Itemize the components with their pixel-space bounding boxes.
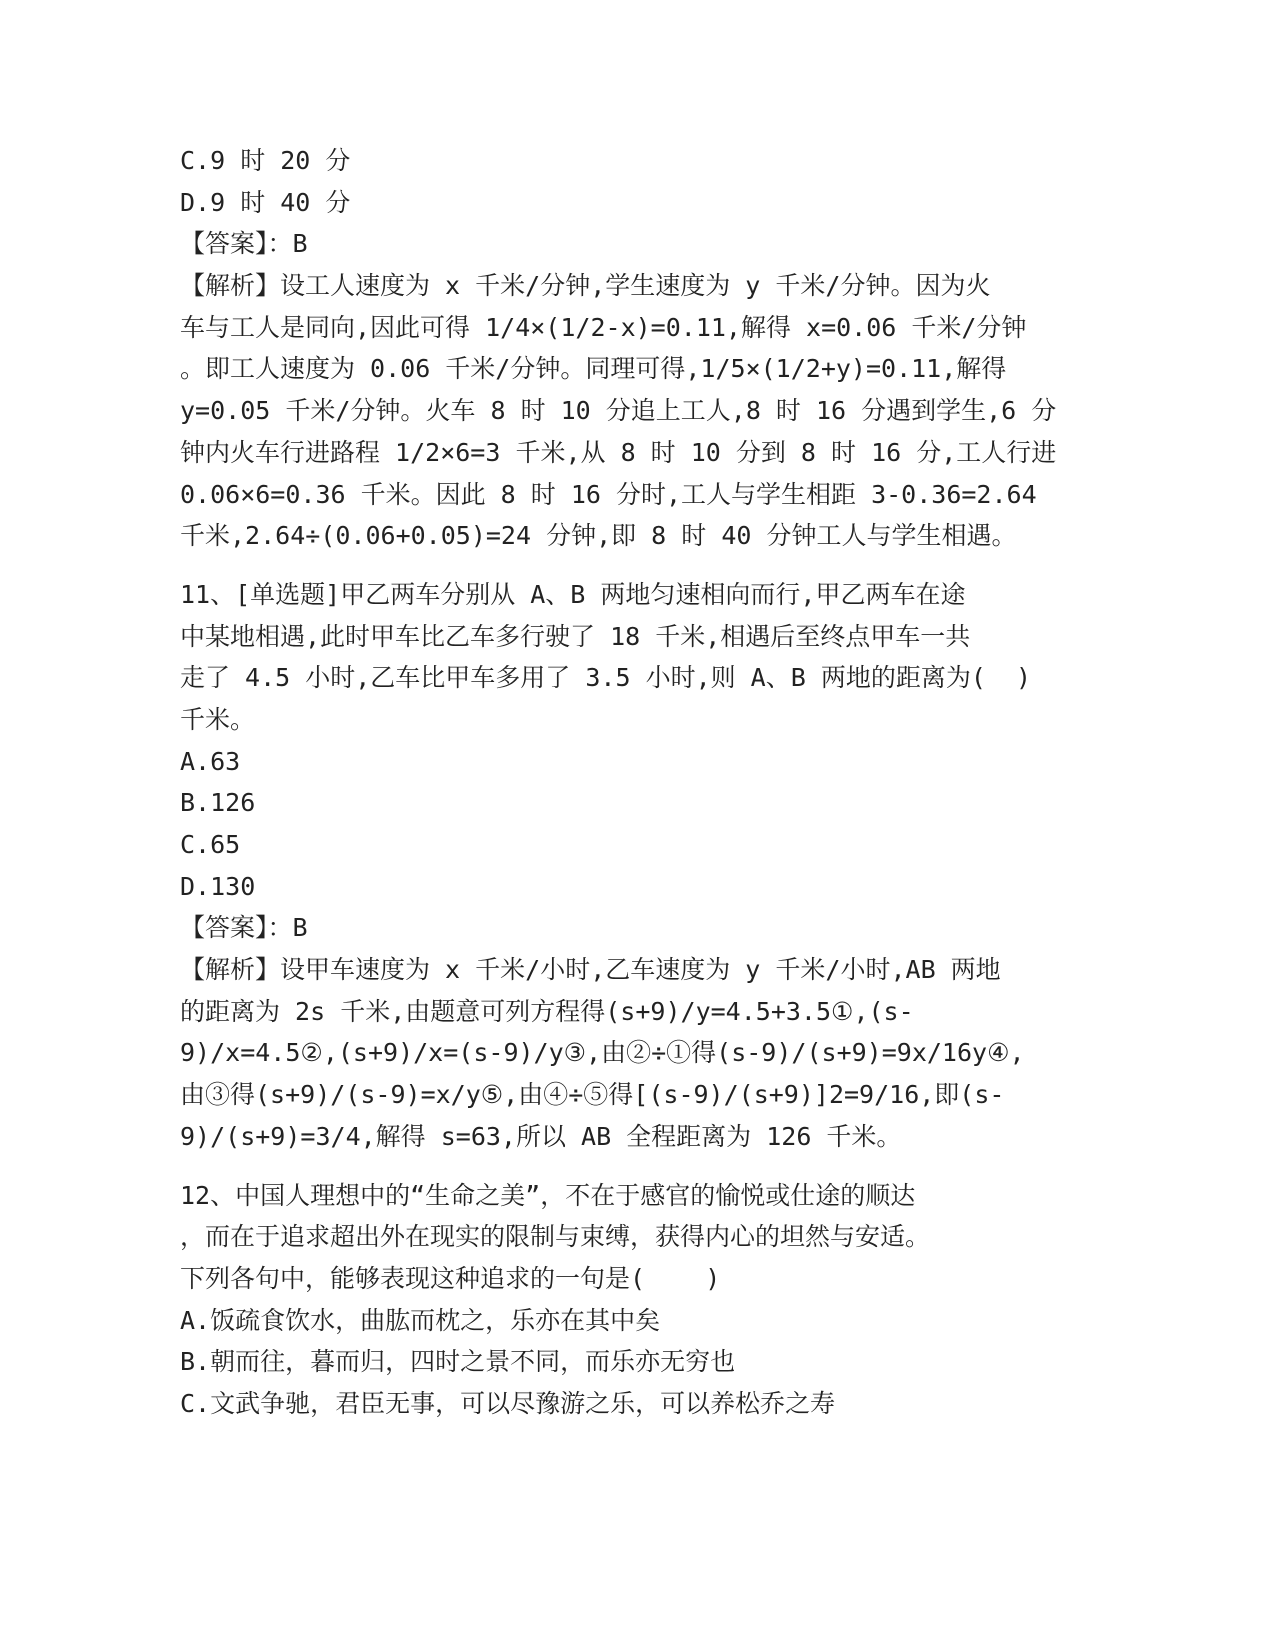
q10-analysis-line: 。即工人速度为 0.06 千米/分钟。同理可得,1/5×(1/2+y)=0.11,解得 (180, 354, 1007, 384)
q10-analysis-line: y=0.05 千米/分钟。火车 8 时 10 分追上工人,8 时 16 分遇到学生,6 分 (180, 396, 1057, 426)
q12-option-a: A.饭疏食饮水，曲肱而枕之，乐亦在其中矣 (180, 1305, 661, 1335)
q12-stem-line: 下列各句中，能够表现这种追求的一句是( ) (180, 1263, 721, 1293)
spacer (180, 1158, 1040, 1175)
q12-stem-line: 12、中国人理想中的“生命之美”，不在于感官的愉悦或仕途的顺达 (180, 1180, 916, 1210)
q10-analysis-line: 车与工人是同向,因此可得 1/4×(1/2-x)=0.11,解得 x=0.06 千米/分钟 (180, 312, 1027, 342)
spacer (180, 557, 1040, 574)
q10-answer: 【答案】：B (180, 229, 308, 259)
q12-option-b: B.朝而往，暮而归，四时之景不同，而乐亦无穷也 (180, 1347, 736, 1377)
q11-stem-line: 走了 4.5 小时,乙车比甲车多用了 3.5 小时,则 A、B 两地的距离为( ) (180, 663, 1032, 693)
q11-analysis-line: 9)/(s+9)=3/4,解得 s=63,所以 AB 全程距离为 126 千米。 (180, 1121, 902, 1151)
q10-analysis-line: 【解析】设工人速度为 x 千米/分钟,学生速度为 y 千米/分钟。因为火 (180, 271, 991, 301)
document-page (180, 140, 1057, 1425)
q11-analysis-line: 9)/x=4.5②,(s+9)/x=(s-9)/y③,由②÷①得(s-9)/(s+9)=9x/16y④, (180, 1038, 1025, 1068)
q11-option-c: C.65 (180, 830, 241, 859)
q11-option-d: D.130 (180, 871, 256, 901)
q11-analysis-line: 【解析】设甲车速度为 x 千米/小时,乙车速度为 y 千米/小时,AB 两地 (180, 955, 1001, 985)
q11-option-a: A.63 (180, 746, 241, 776)
q10-option-d: D.9 时 40 分 (180, 187, 351, 217)
q12-option-c: C.文武争驰，君臣无事，可以尽豫游之乐，可以养松乔之寿 (180, 1388, 836, 1418)
q11-analysis-line: 由③得(s+9)/(s-9)=x/y⑤,由④÷⑤得[(s-9)/(s+9)]2=9/16,即(s- (180, 1080, 1005, 1110)
q11-stem-line: 中某地相遇,此时甲车比乙车多行驶了 18 千米,相遇后至终点甲车一共 (180, 621, 971, 651)
q11-answer: 【答案】：B (180, 913, 308, 943)
q12-stem-line: ，而在于追求超出外在现实的限制与束缚，获得内心的坦然与安适。 (180, 1222, 931, 1252)
q11-option-b: B.126 (180, 788, 256, 818)
q10-option-c: C.9 时 20 分 (180, 146, 351, 175)
q10-analysis-line: 0.06×6=0.36 千米。因此 8 时 16 分时,工人与学生相距 3-0.36=2.64 (180, 479, 1037, 509)
q11-analysis-line: 的距离为 2s 千米,由题意可列方程得(s+9)/y=4.5+3.5①,(s- (180, 996, 914, 1026)
q10-analysis-line: 千米,2.64÷(0.06+0.05)=24 分钟,即 8 时 40 分钟工人与学生相遇。 (180, 521, 1017, 551)
q11-stem-line: 11、[单选题]甲乙两车分别从 A、B 两地匀速相向而行,甲乙两车在途 (180, 579, 966, 609)
q11-stem-line: 千米。 (180, 704, 256, 734)
q10-analysis-line: 钟内火车行进路程 1/2×6=3 千米,从 8 时 10 分到 8 时 16 分,工人行进 (180, 437, 1057, 467)
